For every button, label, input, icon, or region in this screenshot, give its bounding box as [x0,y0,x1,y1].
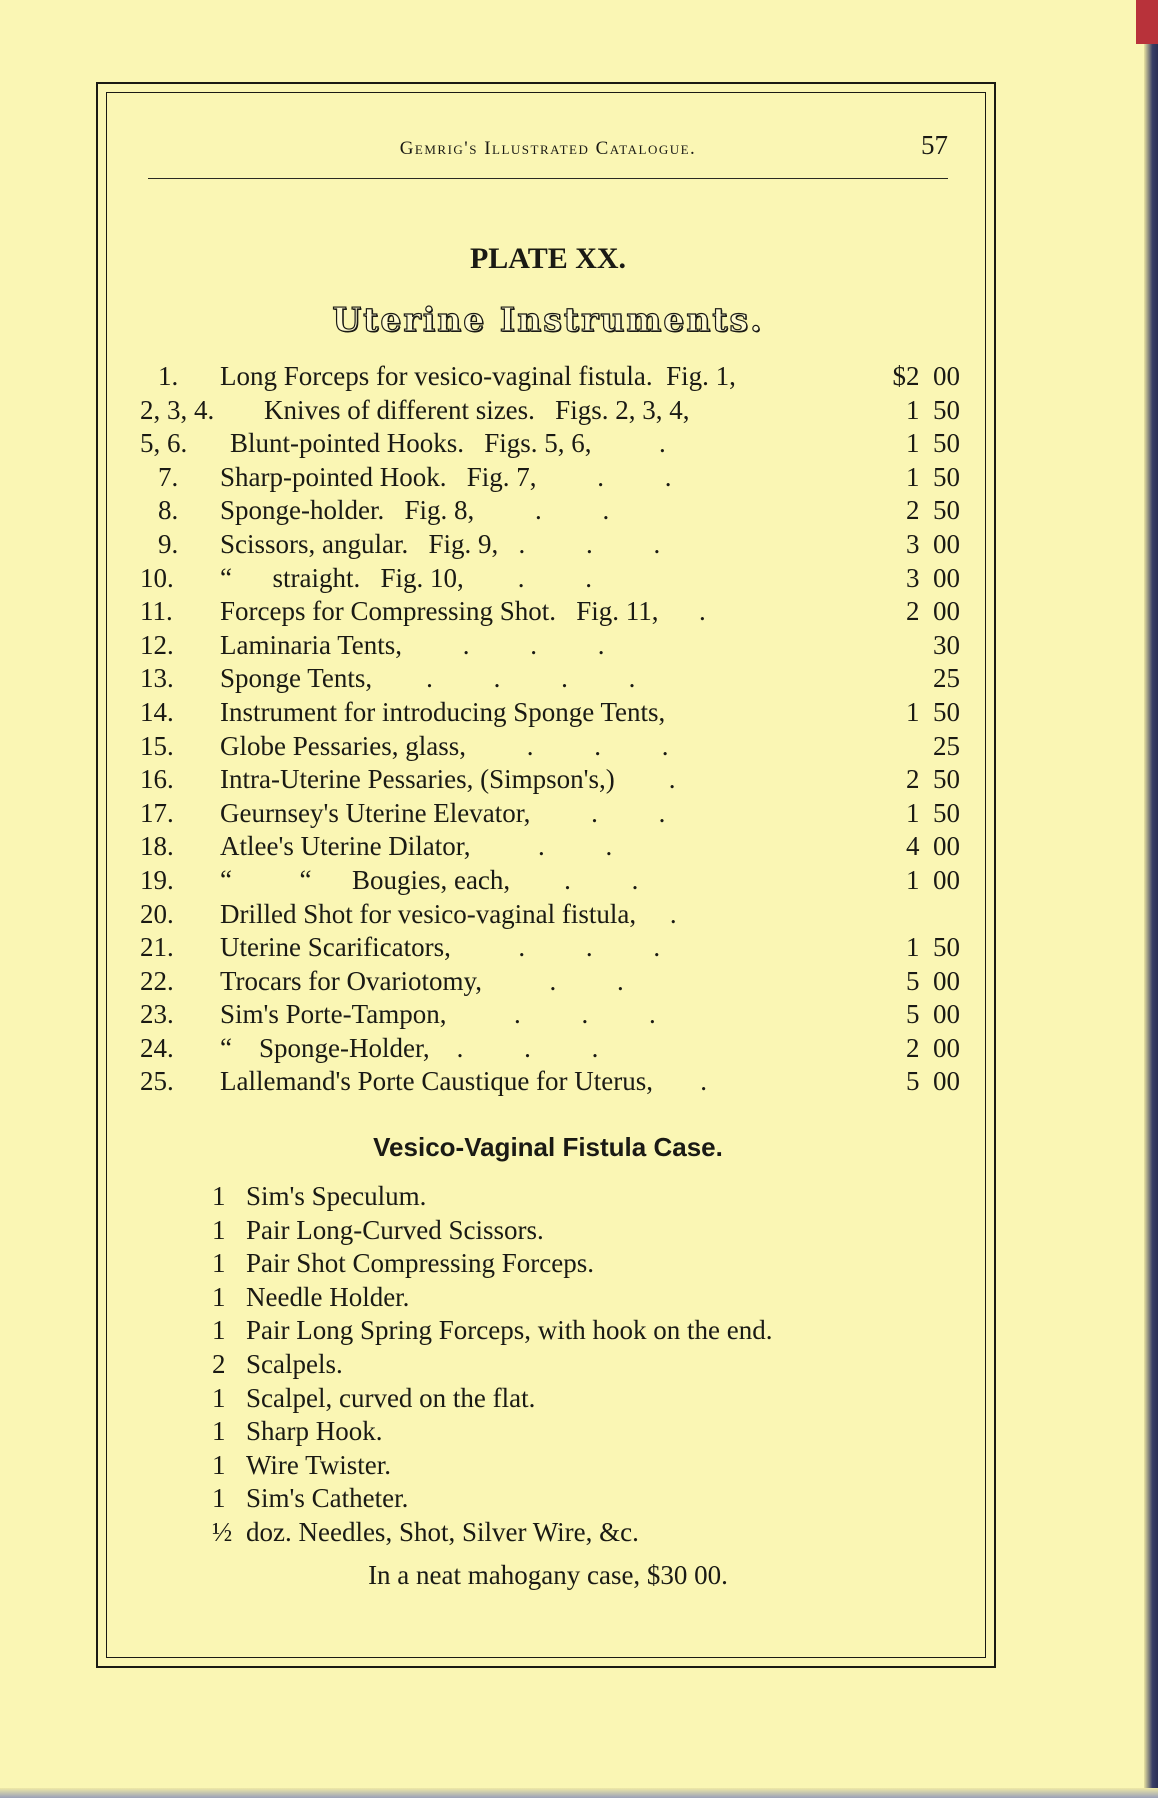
case-item-quantity: 1 [212,1382,226,1413]
item-number: 7. [158,461,179,492]
list-item [140,528,960,562]
item-description: Trocars for Ovariotomy, . . [220,965,624,996]
list-item [140,696,960,730]
item-number: 11. [140,596,173,627]
item-number: 8. [158,495,179,526]
list-item [140,864,960,898]
list-item [140,763,960,797]
item-price: 2 50 [906,495,960,526]
item-description: Atlee's Uterine Dilator, . . [220,831,613,862]
item-number: 16. [140,764,174,795]
item-price: 4 00 [906,831,960,862]
item-description: Uterine Scarificators, . . . [220,932,661,963]
list-item [140,494,960,528]
running-title: Gemrig's Illustrated Catalogue. [399,138,697,159]
case-item-quantity: 1 [212,1416,226,1447]
case-list-item [212,1281,952,1315]
item-number: 13. [140,663,174,694]
case-item-text: Scalpel, curved on the flat. [246,1382,536,1413]
page-edge [1144,0,1158,1798]
item-number: 24. [140,1032,174,1063]
case-item-text: Pair Shot Compressing Forceps. [246,1248,594,1279]
item-price: 1 50 [906,461,960,492]
case-item-text: Pair Long Spring Forceps, with hook on the end. [246,1315,773,1346]
item-description: “ Sponge-Holder, . . . [220,1032,599,1063]
item-description: Intra-Uterine Pessaries, (Simpson's,) . [220,764,676,795]
case-item-quantity: 1 [212,1248,226,1279]
instrument-price-list [140,360,960,1099]
item-description: Knives of different sizes. Figs. 2, 3, 4, [264,394,690,425]
item-number: 12. [140,629,174,660]
page-edge-bottom [0,1788,1158,1798]
item-number: 15. [140,730,174,761]
item-price: 1 50 [906,428,960,459]
case-item-quantity: 1 [212,1483,226,1514]
case-item-quantity: 2 [212,1348,226,1379]
item-description: Globe Pessaries, glass, . . . [220,730,669,761]
list-item [140,427,960,461]
item-number: 23. [140,999,174,1030]
item-number: 21. [140,932,174,963]
item-number: 2, 3, 4. [140,394,215,425]
item-price: 1 50 [906,394,960,425]
case-item-text: Wire Twister. [246,1449,391,1480]
item-description: “ straight. Fig. 10, . . [220,562,592,593]
item-price: 1 50 [906,696,960,727]
item-price: 25 [933,730,960,761]
list-item [140,965,960,999]
case-item-quantity: 1 [212,1214,226,1245]
item-number: 5, 6. [140,428,188,459]
case-list-item [212,1382,952,1416]
case-list-item [212,1214,952,1248]
case-item-text: Sharp Hook. [246,1416,383,1447]
item-number: 19. [140,864,174,895]
item-description: Drilled Shot for vesico-vaginal fistula, . [220,898,677,929]
case-item-text: Needle Holder. [246,1281,410,1312]
list-item [140,1032,960,1066]
list-item [140,998,960,1032]
list-item [140,730,960,764]
case-item-quantity: 1 [212,1449,226,1480]
item-price: 3 00 [906,528,960,559]
item-price: 1 50 [906,932,960,963]
item-price: 1 50 [906,797,960,828]
list-item [140,360,960,394]
item-description: Sim's Porte-Tampon, . . . [220,999,656,1030]
case-item-quantity: 1 [212,1181,226,1211]
case-list-item [212,1247,952,1281]
item-price: $2 00 [892,361,960,391]
page-number: 57 [921,130,948,160]
item-price: 1 00 [906,864,960,895]
item-number: 9. [158,528,179,559]
item-description: Sponge Tents, . . . . [220,663,636,694]
item-number: 18. [140,831,174,862]
case-item-text: Pair Long-Curved Scissors. [246,1214,544,1245]
item-price: 5 00 [906,999,960,1030]
item-description: Lallemand's Porte Caustique for Uterus, . [220,1066,708,1097]
item-number: 22. [140,965,174,996]
item-description: Scissors, angular. Fig. 9, . . . [220,528,661,559]
list-item [140,394,960,428]
case-item-text: Sim's Catheter. [246,1483,409,1514]
case-item-text: Sim's Speculum. [246,1181,427,1211]
case-list-item [212,1516,952,1550]
list-item [140,830,960,864]
case-list-item [212,1449,952,1483]
case-title: Vesico-Vaginal Fistula Case. [373,1132,723,1162]
item-description: Blunt-pointed Hooks. Figs. 5, 6, . [230,428,666,459]
item-price: 2 00 [906,1032,960,1063]
plate-title: PLATE XX. [469,242,627,275]
item-price: 2 00 [906,596,960,627]
item-description: Long Forceps for vesico-vaginal fistula. Fig. 1, [220,361,736,391]
list-item [140,662,960,696]
case-list-item [212,1482,952,1516]
page-edge-top [1136,0,1158,44]
item-price: 3 00 [906,562,960,593]
case-item-quantity: 1 [212,1315,226,1346]
item-description: Forceps for Compressing Shot. Fig. 11, . [220,596,706,627]
item-number: 20. [140,898,174,929]
item-price: 25 [933,663,960,694]
item-description: Laminaria Tents, . . . [220,629,605,660]
item-description: “ “ Bougies, each, . . [220,864,639,895]
case-list-item [212,1415,952,1449]
list-item [140,898,960,932]
case-price: In a neat mahogany case, $30 00. [368,1560,728,1590]
running-head [148,126,948,179]
item-description: Sponge-holder. Fig. 8, . . [220,495,610,526]
item-price: 30 [933,629,960,660]
item-price: 2 50 [906,764,960,795]
case-item-quantity: 1 [212,1281,226,1312]
item-number: 10. [140,562,174,593]
list-item [140,595,960,629]
section-title: Uterine Instruments. [332,300,764,339]
case-item-text: Scalpels. [246,1348,343,1379]
item-price: 5 00 [906,1066,960,1097]
item-number: 25. [140,1066,174,1097]
list-item [140,1065,960,1099]
item-number: 14. [140,696,174,727]
list-item [140,629,960,663]
item-description: Sharp-pointed Hook. Fig. 7, . . [220,461,672,492]
item-description: Geurnsey's Uterine Elevator, . . [220,797,666,828]
list-item [140,562,960,596]
list-item [140,461,960,495]
case-item-text: doz. Needles, Shot, Silver Wire, &c. [246,1516,639,1547]
case-list-item [212,1180,952,1214]
item-number: 1. [158,361,179,391]
item-price: 5 00 [906,965,960,996]
case-item-quantity: ½ [212,1516,233,1547]
case-list-item [212,1314,952,1348]
list-item [140,931,960,965]
item-number: 17. [140,797,174,828]
case-contents-list [212,1180,952,1550]
item-description: Instrument for introducing Sponge Tents, [220,696,666,727]
case-list-item [212,1348,952,1382]
list-item [140,797,960,831]
